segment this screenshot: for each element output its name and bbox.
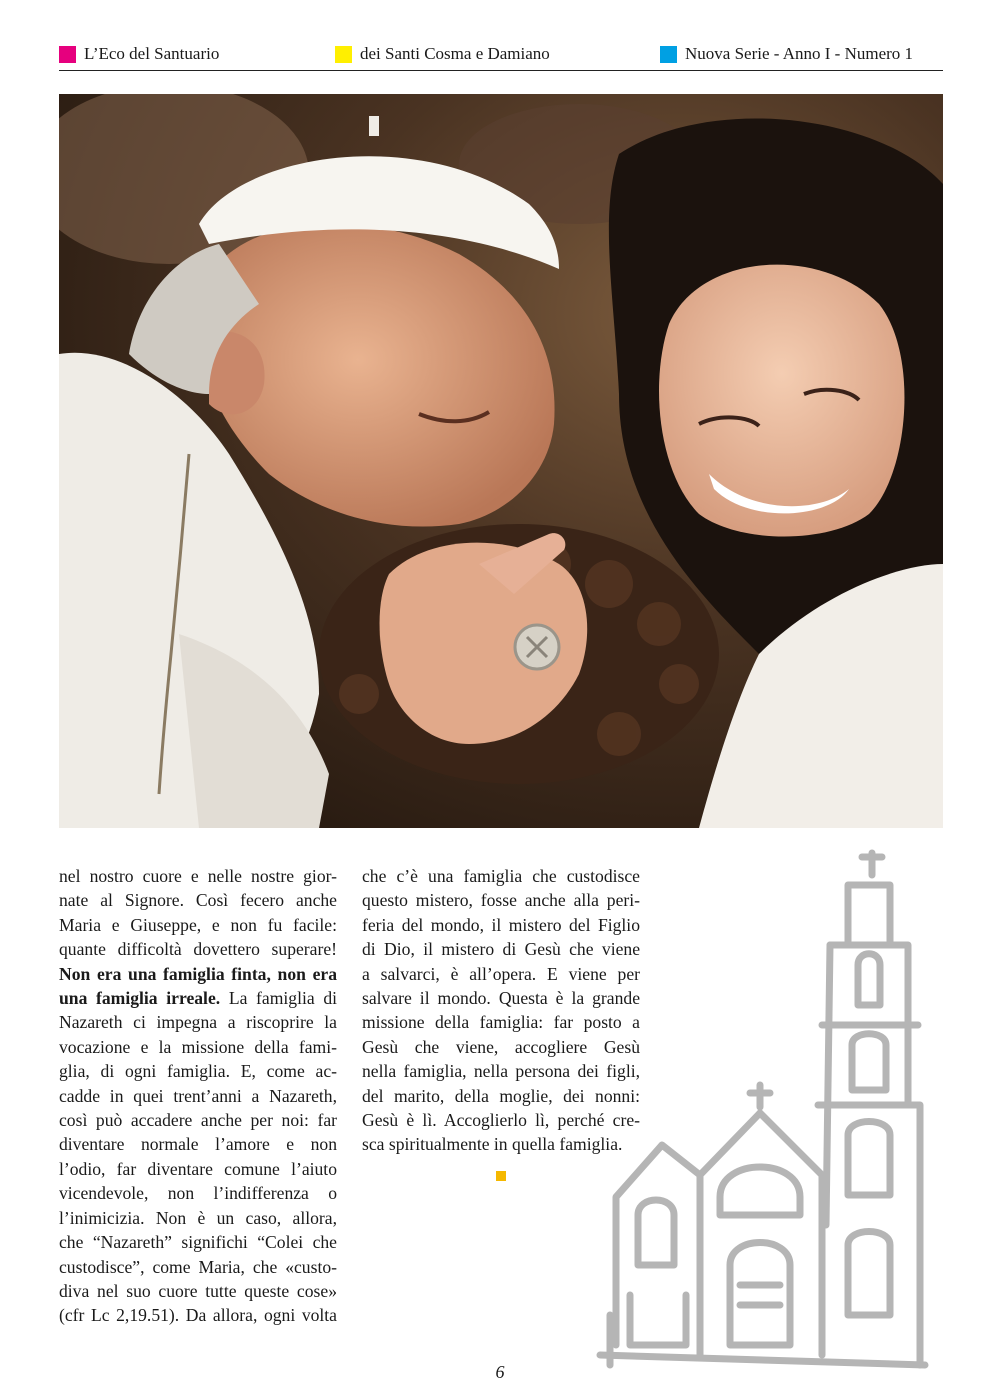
text-line-bold — [59, 962, 337, 986]
header-right-text: Nuova Serie - Anno I - Numero 1 — [685, 44, 914, 63]
text-line: nel nostro cuore e nelle nostre gior- — [59, 866, 337, 886]
text-line: diventare normale l’amore e non — [59, 1134, 337, 1155]
text-line: custodisce”, come Maria, che «custo- — [59, 1256, 337, 1277]
header-right — [660, 42, 913, 66]
photograph-pope-embracing-child — [59, 94, 943, 828]
text-line: nella famiglia, nella persona dei figli, — [362, 1061, 640, 1082]
text-line: cadde in quei trent’anni a Nazareth, — [59, 1085, 337, 1106]
text-line: Nazareth ci impegna a riscoprire la — [59, 1012, 337, 1033]
text-line: di Dio, il mistero di Gesù che viene — [362, 939, 640, 960]
text-line: che “Nazareth” significhi “Colei che — [59, 1232, 337, 1253]
sanctuary-church-sketch-icon — [590, 845, 935, 1375]
bold-phrase-1: Non era una famiglia finta, non era — [59, 963, 337, 984]
text-line: feria del mondo, il mistero del Figlio — [362, 914, 640, 935]
text-line: Maria e Giuseppe, e non fu facile: — [59, 914, 337, 935]
text-line: (cfr Lc 2,19.51). Da allora, ogni volta — [59, 1305, 337, 1326]
church-drawing — [590, 845, 935, 1375]
bold-phrase-2: una famiglia irreale. — [59, 988, 221, 1009]
text-line-mixed — [59, 986, 337, 1010]
cyan-square-icon — [660, 46, 677, 63]
yellow-square-icon — [335, 46, 352, 63]
header-left — [59, 42, 219, 66]
text-line: così può accadere anche per noi: far — [59, 1110, 337, 1131]
text-line: Gesù che viene, accogliere Gesù — [362, 1036, 640, 1057]
text-line: che c’è una famiglia che custodisce — [362, 866, 640, 886]
text-line: glia, di ogni famiglia. E, come ac- — [59, 1061, 337, 1082]
text-line: l’odio, far diventare comune l’aiuto — [59, 1158, 337, 1179]
text-line: sca spiritualmente in quella famiglia. — [362, 1134, 623, 1155]
header-rule — [59, 70, 943, 71]
header-center — [335, 42, 550, 66]
text-column-left — [59, 864, 337, 1328]
text-line: vicendevole, non l’indifferenza o — [59, 1183, 337, 1204]
text-line: nate al Signore. Così fecero anche — [59, 890, 337, 911]
text-line: quante difficoltà dovettero superare! — [59, 939, 337, 960]
text-line: l’inimicizia. Non è un caso, allora, — [59, 1207, 337, 1228]
text-line: a salvarci, è all’opera. E viene per — [362, 963, 640, 984]
text-line: diva nel suo cuore tutte queste cose» — [59, 1280, 337, 1301]
text-line: Gesù è lì. Accoglierlo lì, perché cre- — [362, 1110, 640, 1131]
text-line: missione della famiglia: far posto a — [362, 1012, 640, 1033]
text-line: questo mistero, fosse anche alla peri- — [362, 890, 640, 911]
photo-illustration — [59, 94, 943, 828]
end-of-article-square-icon — [496, 1171, 506, 1181]
text-line: del marito, della moglie, dei nonni: — [362, 1085, 640, 1106]
text-line: salvare il mondo. Questa è la grande — [362, 988, 640, 1009]
header-left-text: L’Eco del Santuario — [84, 44, 220, 63]
page-number: 6 — [495, 1362, 505, 1382]
magenta-square-icon — [59, 46, 76, 63]
text-line: vocazione e la missione della fami- — [59, 1036, 337, 1057]
header-center-text: dei Santi Cosma e Damiano — [360, 44, 550, 63]
text-fragment: La famiglia di — [220, 988, 338, 1009]
